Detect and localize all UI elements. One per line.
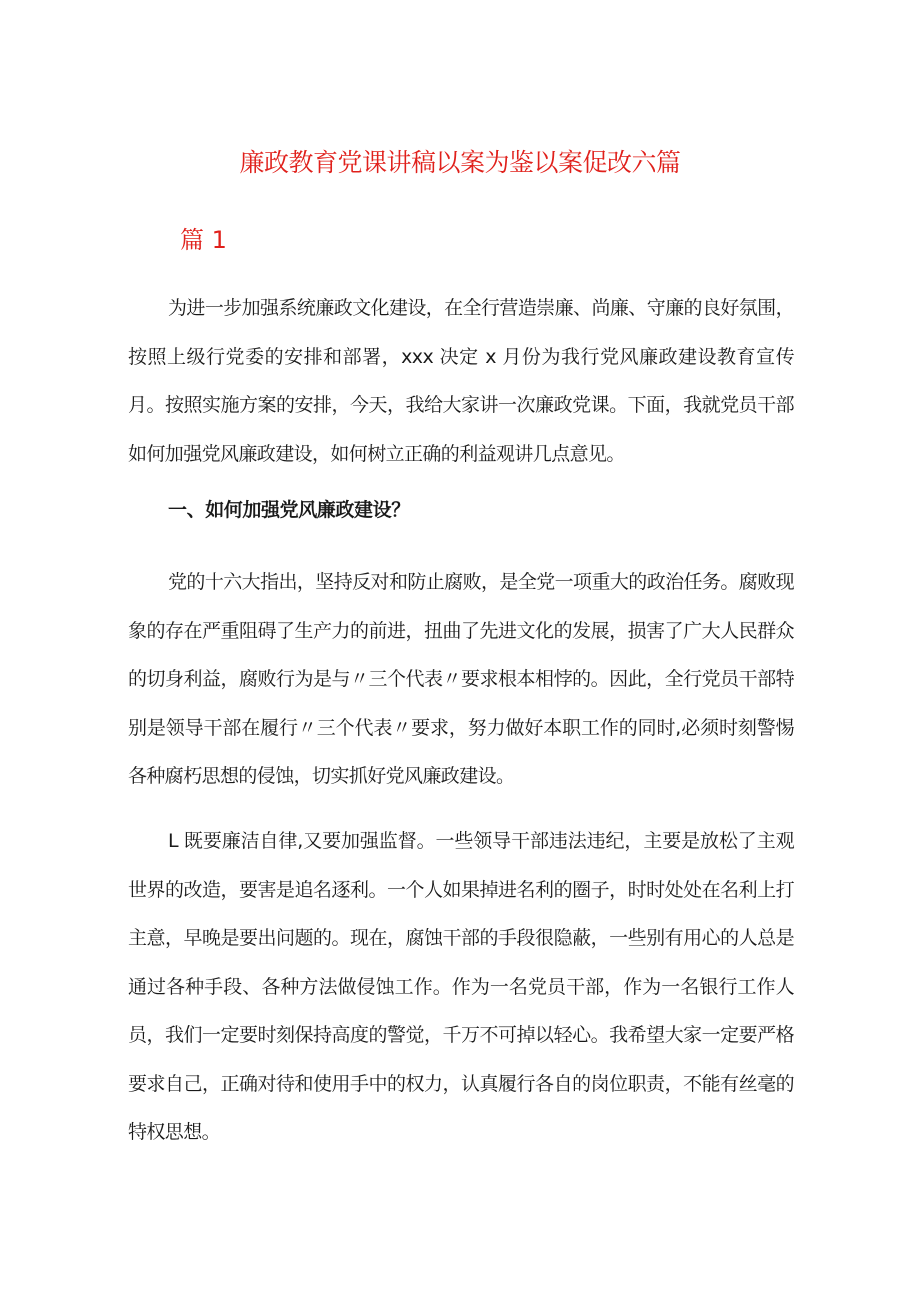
intro-paragraph: 为进一步加强系统廉政文化建设，在全行营造崇廉、尚廉、守廉的良好氛围，按照上级行党委的安排和部署，xxx 决定 x 月份为我行党风廉政建设教育宣传月。按照实施方案的安排，今天，我给大家讲一次廉政党课。下面，我就党员干部如何加强党风廉政建设，如何树立正确的利益观讲几点意见。: [128, 297, 794, 465]
document-title: 廉政教育党课讲稿以案为鉴以案促改六篇: [239, 148, 681, 177]
body-paragraph-2: L 既要廉洁自律,又要加强监督。一些领导干部违法违纪，主要是放松了主观世界的改造，要害是追名逐利。一个人如果掉进名利的圈子，时时处处在名利上打主意，早晚是要出问题的。现在，腐蚀干部的手段很隐蔽，一些别有用心的人总是通过各种手段、各种方法做侵蚀工作。作为一名党员干部，作为一名银行工作人员，我们一定要时刻保持高度的警觉，千万不可掉以轻心。我希望大家一定要严格要求自己，正确对待和使用手中的权力，认真履行各自的岗位职责，不能有丝毫的特权思想。: [128, 830, 794, 1143]
section-title: 篇 1: [180, 226, 227, 254]
body-paragraph-1: 党的十六大指出，坚持反对和防止腐败，是全党一项重大的政治任务。腐败现象的存在严重阻碍了生产力的前进，扭曲了先进文化的发展，损害了广大人民群众的切身利益，腐败行为是与〃三个代表〃要求根本相悖的。因此，全行党员干部特别是领导干部在履行〃三个代表〃要求，努力做好本职工作的同时,必须时刻警惕各种腐朽思想的侵蚀，切实抓好党风廉政建设。: [128, 571, 794, 787]
section-heading: 一、如何加强党风廉政建设？: [168, 499, 410, 521]
